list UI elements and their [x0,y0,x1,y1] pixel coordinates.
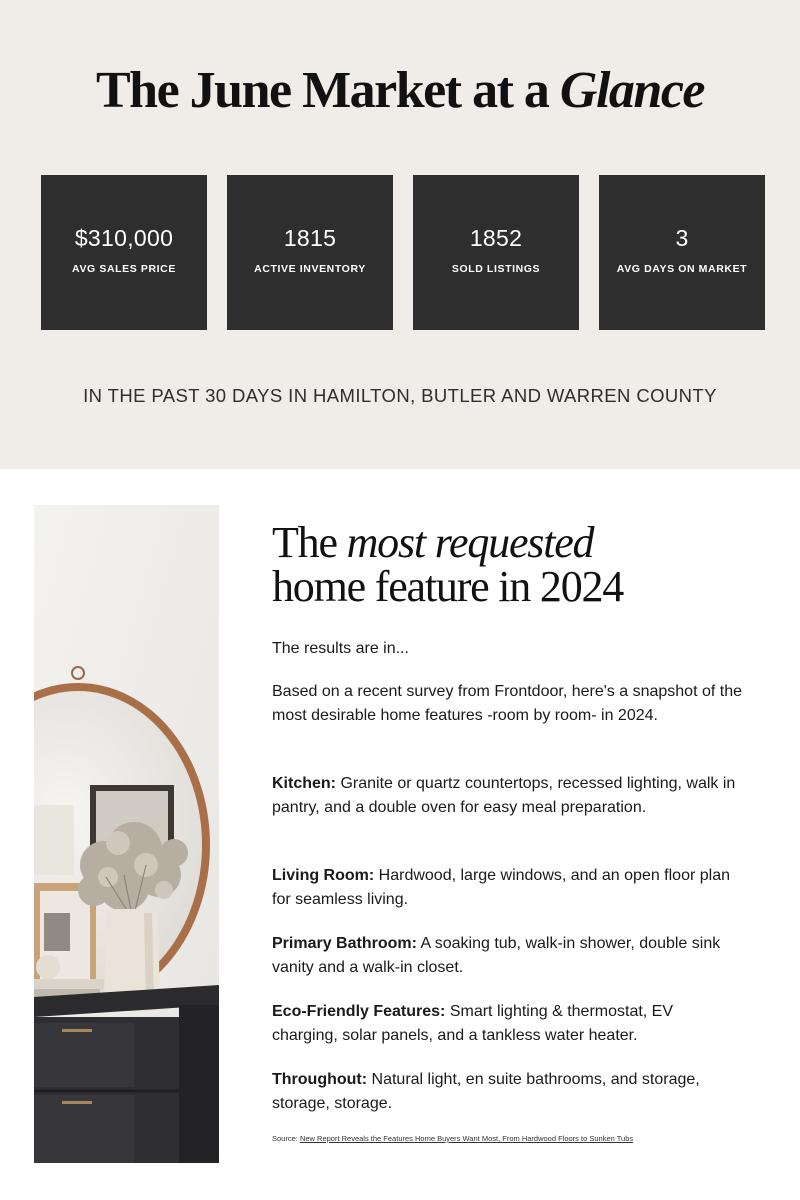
room-name: Primary Bathroom: [272,935,417,952]
feature-title-italic: most requested [346,518,594,567]
stat-card-avg-sales-price [41,175,207,330]
feature-intro: The results are in... [272,640,409,657]
title-main: The June Market at a [96,62,560,119]
room-primary-bathroom [272,932,742,980]
stat-label: AVG SALES PRICE [72,263,176,275]
room-living-room [272,864,742,912]
room-name: Eco-Friendly Features: [272,1003,446,1020]
period-caption: IN THE PAST 30 DAYS IN HAMILTON, BUTLER AND WARREN COUNTY [83,385,717,406]
room-name: Kitchen: [272,775,336,792]
stat-label: AVG DAYS ON MARKET [616,263,748,275]
stat-value: 1852 [469,225,523,251]
stat-label: SOLD LISTINGS [451,263,541,275]
stat-value: $310,000 [74,225,174,251]
room-kitchen [272,772,742,820]
page-title [0,62,800,119]
stat-value: 1815 [283,225,337,251]
source-link[interactable]: New Report Reveals the Features Home Buyers Want Most, From Hardwood Floors to Sunken Tubs [299,1134,634,1143]
stat-value: 3 [675,225,689,251]
stat-card-sold-listings [413,175,579,330]
room-text: Smart lighting & thermostat, EV charging, solar panels, and a tankless water heater. [272,1003,674,1044]
source-label: Source: [272,1134,300,1143]
room-name: Throughout: [272,1071,368,1088]
feature-title-line2: home feature in 2024 [272,562,624,611]
stat-label: ACTIVE INVENTORY [254,263,366,275]
feature-title [272,518,624,611]
feature-title-prefix: The [272,518,347,567]
room-text: A soaking tub, walk-in shower, double sink vanity and a walk-in closet. [272,935,721,976]
room-text: Granite or quartz countertops, recessed lighting, walk in pantry, and a double oven for easy meal preparation. [272,775,736,816]
source-citation [272,1134,752,1143]
title-italic: Glance [559,62,704,119]
room-text: Hardwood, large windows, and an open floor plan for seamless living. [272,867,730,908]
room-text: Natural light, en suite bathrooms, and storage, storage, storage. [272,1071,700,1112]
feature-summary: Based on a recent survey from Frontdoor, here's a snapshot of the most desirable home features -room by room- in 2024. [272,683,742,724]
room-name: Living Room: [272,867,375,884]
stat-card-avg-days-on-market [599,175,765,330]
room-throughout [272,1068,742,1116]
stat-card-active-inventory [227,175,393,330]
home-decor-photo [34,505,219,1163]
room-eco-friendly [272,1000,742,1048]
